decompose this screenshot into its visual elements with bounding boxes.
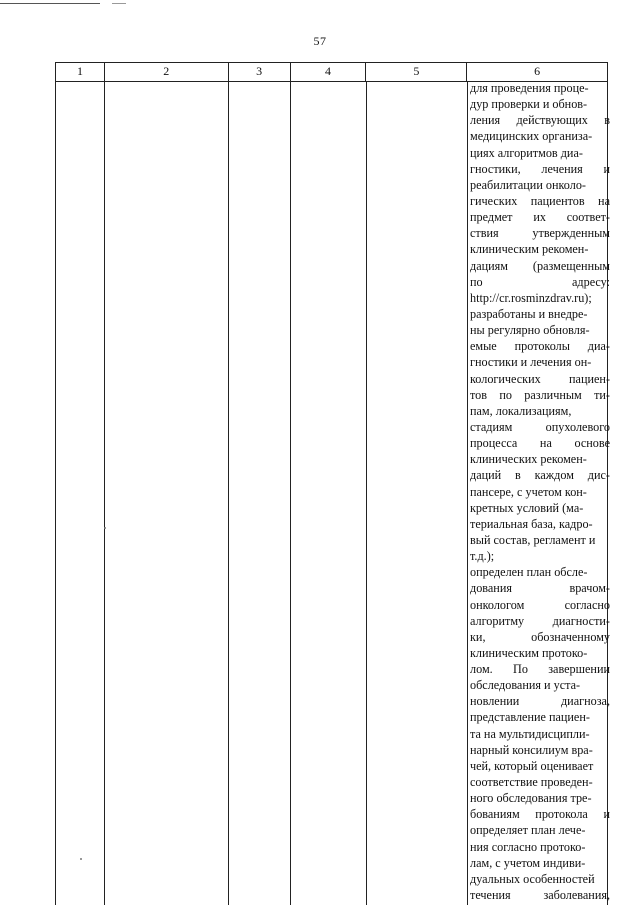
text-line: лам, с учетом индиви- — [470, 855, 586, 870]
column-rule-3 — [228, 82, 229, 905]
text-line: стадиям опухолевого — [470, 419, 610, 434]
table-header-row — [55, 62, 608, 82]
text-line: гических пациентов на — [470, 193, 610, 208]
text-line: емые протоколы диа- — [470, 339, 610, 354]
scan-artifact-top-line — [0, 3, 100, 4]
column-rule-2 — [104, 82, 105, 905]
text-line: дациям (размещенным — [470, 258, 610, 273]
column-header-5: 5 — [366, 63, 467, 81]
text-line: гностики и лечения он- — [470, 355, 592, 370]
text-line: клиническим протоко- — [470, 645, 588, 660]
text-line: новлении диагноза, — [470, 694, 610, 709]
text-line: вый состав, регламент и — [470, 532, 596, 547]
text-line: териальная база, кадро- — [470, 516, 593, 531]
text-line: клиническим рекомен- — [470, 242, 589, 257]
scan-speck — [80, 858, 82, 860]
text-line: бованиям протокола и — [470, 807, 610, 822]
text-line: ного обследования тре- — [470, 791, 592, 806]
text-line: ки, обозначенному — [470, 629, 610, 644]
text-line: определяет план лече- — [470, 823, 586, 838]
text-line: предмет их соответ- — [470, 210, 610, 225]
text-line: соответствие проведен- — [470, 775, 593, 790]
text-line: течения заболевания, — [470, 888, 610, 903]
text-line: медицинских организа- — [470, 129, 593, 144]
text-line: ления действующих в — [470, 113, 610, 128]
scan-speck — [104, 527, 106, 529]
text-line: чей, который оценивает — [470, 758, 594, 773]
text-line: кретных условий (ма- — [470, 500, 584, 515]
text-line: дования врачом- — [470, 581, 610, 596]
column-header-4: 4 — [291, 63, 367, 81]
text-line: циях алгоритмов диа- — [470, 145, 583, 160]
text-line: т.д.); — [470, 549, 495, 564]
text-line: пам, локализациям, — [470, 403, 572, 418]
text-line: лом. По завершении — [470, 662, 610, 677]
text-line: ния согласно протоко- — [470, 839, 586, 854]
text-line: кологических пациен- — [470, 371, 610, 386]
column-rule-1 — [55, 82, 56, 905]
text-line: определен план обсле- — [470, 565, 588, 580]
text-line: тов по различным ти- — [470, 387, 610, 402]
text-line: та на мультидисципли- — [470, 726, 590, 741]
text-line: по адресу: — [470, 274, 610, 289]
text-line: даций в каждом дис- — [470, 468, 610, 483]
text-line: алгоритму диагности- — [470, 613, 610, 628]
text-line: реабилитации онколо- — [470, 177, 586, 192]
text-line: разработаны и внедре- — [470, 306, 588, 321]
text-line: дуальных особенностей — [470, 871, 595, 886]
text-line: нарный консилиум вра- — [470, 742, 593, 757]
text-line: представление пациен- — [470, 710, 590, 725]
text-line: онкологом согласно — [470, 597, 610, 612]
text-line: клинических рекомен- — [470, 452, 587, 467]
column-rule-5 — [366, 82, 367, 905]
column-header-3: 3 — [229, 63, 291, 81]
text-line: процесса на основе — [470, 436, 610, 451]
column-rule-4 — [290, 82, 291, 905]
text-line: ствия утвержденным — [470, 226, 610, 241]
text-line: для проведения проце- — [470, 81, 589, 95]
text-line: обследования и уста- — [470, 678, 581, 693]
column-header-2: 2 — [105, 63, 229, 81]
column-6-text — [470, 80, 610, 903]
column-header-1: 1 — [56, 63, 105, 81]
text-line: пансере, с учетом кон- — [470, 484, 587, 499]
column-header-6: 6 — [467, 63, 608, 81]
text-line: дур проверки и обнов- — [470, 97, 588, 112]
text-line: гностики, лечения и — [470, 161, 610, 176]
column-rule-6 — [467, 82, 468, 905]
text-line: http://cr.rosminzdrav.ru); — [470, 290, 592, 305]
text-line: ны регулярно обновля- — [470, 323, 590, 338]
scan-artifact-top-dash — [112, 3, 126, 4]
page-number: 57 — [313, 34, 327, 48]
